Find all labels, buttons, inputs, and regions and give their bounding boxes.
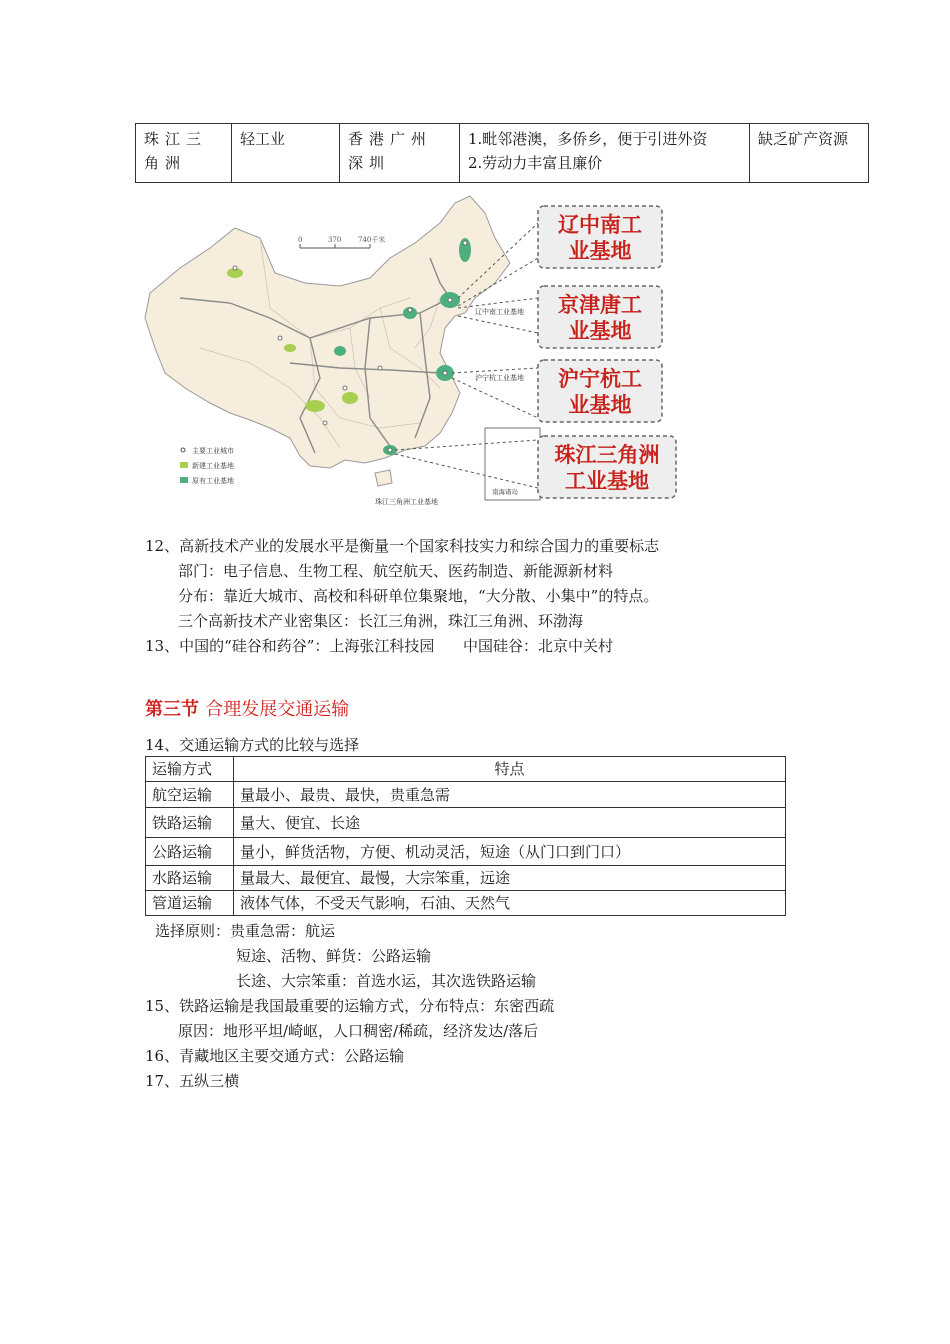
section-title: 合理发展交通运输 bbox=[205, 699, 350, 720]
item-12-zones: 三个高新技术产业密集区：长江三角洲，珠江三角洲、环渤海 bbox=[178, 612, 584, 630]
scale-label-2: 740千米 bbox=[358, 236, 386, 244]
map-svg bbox=[140, 188, 680, 510]
table-row bbox=[146, 808, 786, 838]
region-cell: 珠江三角洲 bbox=[136, 124, 232, 183]
choice-line-2: 短途、活物、鲜货：公路运输 bbox=[236, 947, 432, 965]
callout-liaozhongnan-1: 辽中南工 bbox=[558, 213, 642, 237]
callout-liaozhongnan-2: 业基地 bbox=[568, 239, 632, 263]
feature-cell: 量小，鲜货活物，方便、机动灵活，短途（从门口到门口） bbox=[234, 838, 786, 866]
mode-cell: 管道运输 bbox=[146, 891, 234, 916]
item-15: 15、铁路运输是我国最重要的运输方式，分布特点：东密西疏 bbox=[145, 997, 555, 1015]
item-15-reason: 原因：地形平坦/崎岖，人口稠密/稀疏，经济发达/落后 bbox=[178, 1022, 539, 1040]
feature-cell: 量最小、最贵、最快，贵重急需 bbox=[234, 782, 786, 808]
item-12: 12、高新技术产业的发展水平是衡量一个国家科技实力和综合国力的重要标志 bbox=[145, 537, 660, 555]
legend-city: 主要工业城市 bbox=[192, 447, 234, 455]
transport-table bbox=[145, 756, 786, 916]
mode-cell: 航空运输 bbox=[146, 782, 234, 808]
section-heading bbox=[145, 695, 349, 721]
industry-base-table bbox=[135, 123, 869, 183]
advantage-1: 1.毗邻港澳，多侨乡，便于引进外资 bbox=[468, 130, 708, 148]
map-label-liaozhongnan: 辽中南工业基地 bbox=[475, 308, 524, 316]
item-14: 14、交通运输方式的比较与选择 bbox=[145, 736, 360, 754]
callout-jingjintang-2: 业基地 bbox=[568, 319, 632, 343]
industry-cell: 轻工业 bbox=[232, 124, 340, 183]
mode-cell: 水路运输 bbox=[146, 866, 234, 891]
feature-cell: 量最大、最便宜、最慢，大宗笨重，远途 bbox=[234, 866, 786, 891]
callout-zhujiang-2: 工业基地 bbox=[565, 469, 649, 493]
mode-cell: 公路运输 bbox=[146, 838, 234, 866]
table-row bbox=[146, 838, 786, 866]
choice-line-3: 长途、大宗笨重：首选水运，其次选铁路运输 bbox=[236, 972, 537, 990]
china-industry-map bbox=[140, 188, 680, 510]
table-row bbox=[146, 891, 786, 916]
legend-old: 原有工业基地 bbox=[192, 477, 234, 485]
item-12-departments: 部门：电子信息、生物工程、航空航天、医药制造、新能源新材料 bbox=[178, 562, 614, 580]
feature-cell: 量大、便宜、长途 bbox=[234, 808, 786, 838]
table-row bbox=[146, 782, 786, 808]
advantage-cell bbox=[460, 124, 750, 183]
item-12-distribution: 分布：靠近大城市、高校和科研单位集聚地，“大分散、小集中”的特点。 bbox=[178, 587, 659, 605]
advantage-2: 2.劳动力丰富且廉价 bbox=[468, 154, 603, 172]
table-header-row bbox=[146, 757, 786, 782]
scale-bar bbox=[298, 235, 385, 248]
callout-huninghang-2: 业基地 bbox=[568, 393, 632, 417]
callout-jingjintang-1: 京津唐工 bbox=[558, 293, 642, 317]
scale-label-0: 0 bbox=[298, 236, 303, 244]
item-17: 17、五纵三横 bbox=[145, 1072, 240, 1090]
header-features: 特点 bbox=[234, 757, 786, 782]
item-16: 16、青藏地区主要交通方式：公路运输 bbox=[145, 1047, 405, 1065]
section-number: 第三节 bbox=[145, 699, 199, 720]
inset-label: 南海诸岛 bbox=[492, 488, 518, 496]
choice-line-1: 选择原则：贵重急需：航运 bbox=[155, 922, 336, 940]
mode-cell: 铁路运输 bbox=[146, 808, 234, 838]
header-mode: 运输方式 bbox=[146, 757, 234, 782]
map-label-huninghang: 沪宁杭工业基地 bbox=[475, 374, 524, 382]
disadvantage-cell: 缺乏矿产资源 bbox=[750, 124, 869, 183]
feature-cell: 液体气体，不受天气影响，石油、天然气 bbox=[234, 891, 786, 916]
table-row bbox=[136, 124, 869, 183]
table-row bbox=[146, 866, 786, 891]
map-label-zhujiang: 珠江三角洲工业基地 bbox=[375, 498, 438, 506]
map-legend bbox=[180, 446, 234, 485]
legend-new: 新建工业基地 bbox=[192, 462, 234, 470]
item-13: 13、中国的“硅谷和药谷”：上海张江科技园 中国硅谷：北京中关村 bbox=[145, 637, 614, 655]
callout-zhujiang-1: 珠江三角洲 bbox=[554, 443, 660, 467]
scale-label-1: 370 bbox=[328, 236, 342, 244]
callout-huninghang-1: 沪宁杭工 bbox=[558, 367, 642, 391]
cities-cell: 香港广州深圳 bbox=[340, 124, 460, 183]
